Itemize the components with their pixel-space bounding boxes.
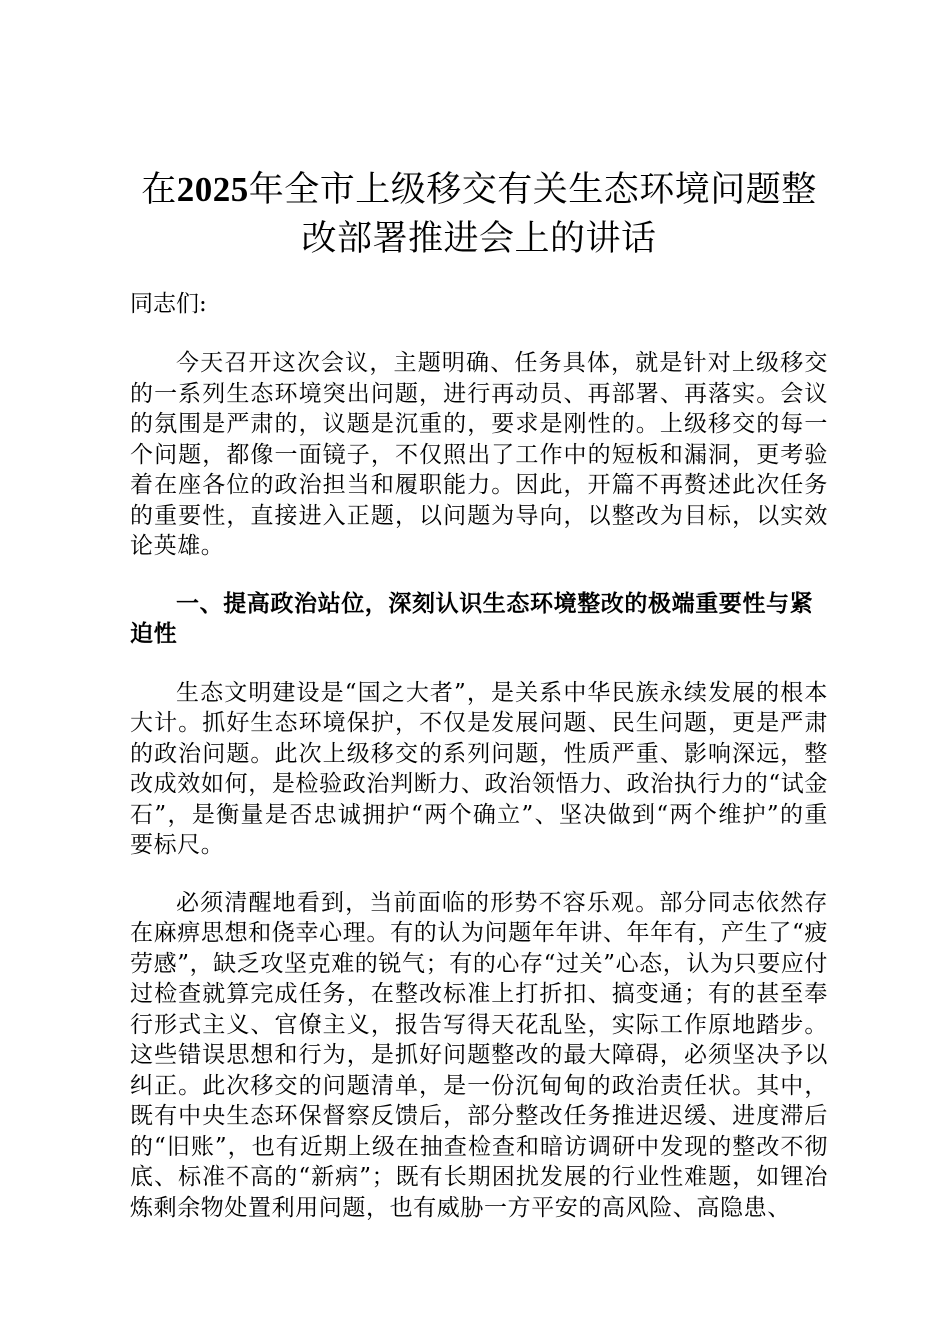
document-page — [130, 165, 828, 1250]
document-title — [130, 165, 828, 264]
section1-paragraph-2: 必须清醒地看到，当前面临的形势不容乐观。部分同志依然存在麻痹思想和侥幸心理。有的认为问题年年讲、年年有，产生了“疲劳感”，缺乏攻坚克难的锐气；有的心存“过关”心态，认为只要应付过检查就算完成任务，在整改标准上打折扣、搞变通；有的甚至奉行形式主义、官僚主义，报告写得天花乱坠，实际工作原地踏步。这些错误思想和行为，是抓好问题整改的最大障碍，必须坚决予以纠正。此次移交的问题清单，是一份沉甸甸的政治责任状。其中，既有中央生态环保督察反馈后，部分整改任务推进迟缓、进度滞后的“旧账”，也有近期上级在抽查检查和暗访调研中发现的整改不彻底、标准不高的“新病”；既有长期困扰发展的行业性难题，如锂冶炼剩余物处置利用问题，也有威胁一方平安的高风险、高隐患、 — [130, 889, 828, 1221]
greeting: 同志们: — [130, 291, 207, 317]
section-heading-1: 一、提高政治站位，深刻认识生态环境整改的极端重要性与紧迫性 — [130, 589, 814, 647]
title-year: 2025 — [176, 170, 249, 209]
title-line1-rest: 年全市上级移交有关生态环境问题整 — [248, 170, 817, 210]
title-line2: 改部署推进会上的讲话 — [301, 219, 657, 259]
section1-paragraph-1: 生态文明建设是“国之大者”，是关系中华民族永续发展的根本大计。抓好生态环境保护，不仅是发展问题、民生问题，更是严肃的政治问题。此次上级移交的系列问题，性质严重、影响深远，整改成效如何，是检验政治判断力、政治领悟力、政治执行力的“试金石”，是衡量是否忠诚拥护“两个确立”、坚决做到“两个维护”的重要标尺。 — [130, 679, 828, 858]
intro-paragraph: 今天召开这次会议，主题明确、任务具体，就是针对上级移交的一系列生态环境突出问题，进行再动员、再部署、再落实。会议的氛围是严肃的，议题是沉重的，要求是刚性的。上级移交的每一个问题，都像一面镜子，不仅照出了工作中的短板和漏洞，更考验着在座各位的政治担当和履职能力。因此，开篇不再赘述此次任务的重要性，直接进入正题，以问题为导向，以整改为目标，以实效论英雄。 — [130, 350, 828, 559]
title-prefix: 在 — [141, 170, 177, 210]
